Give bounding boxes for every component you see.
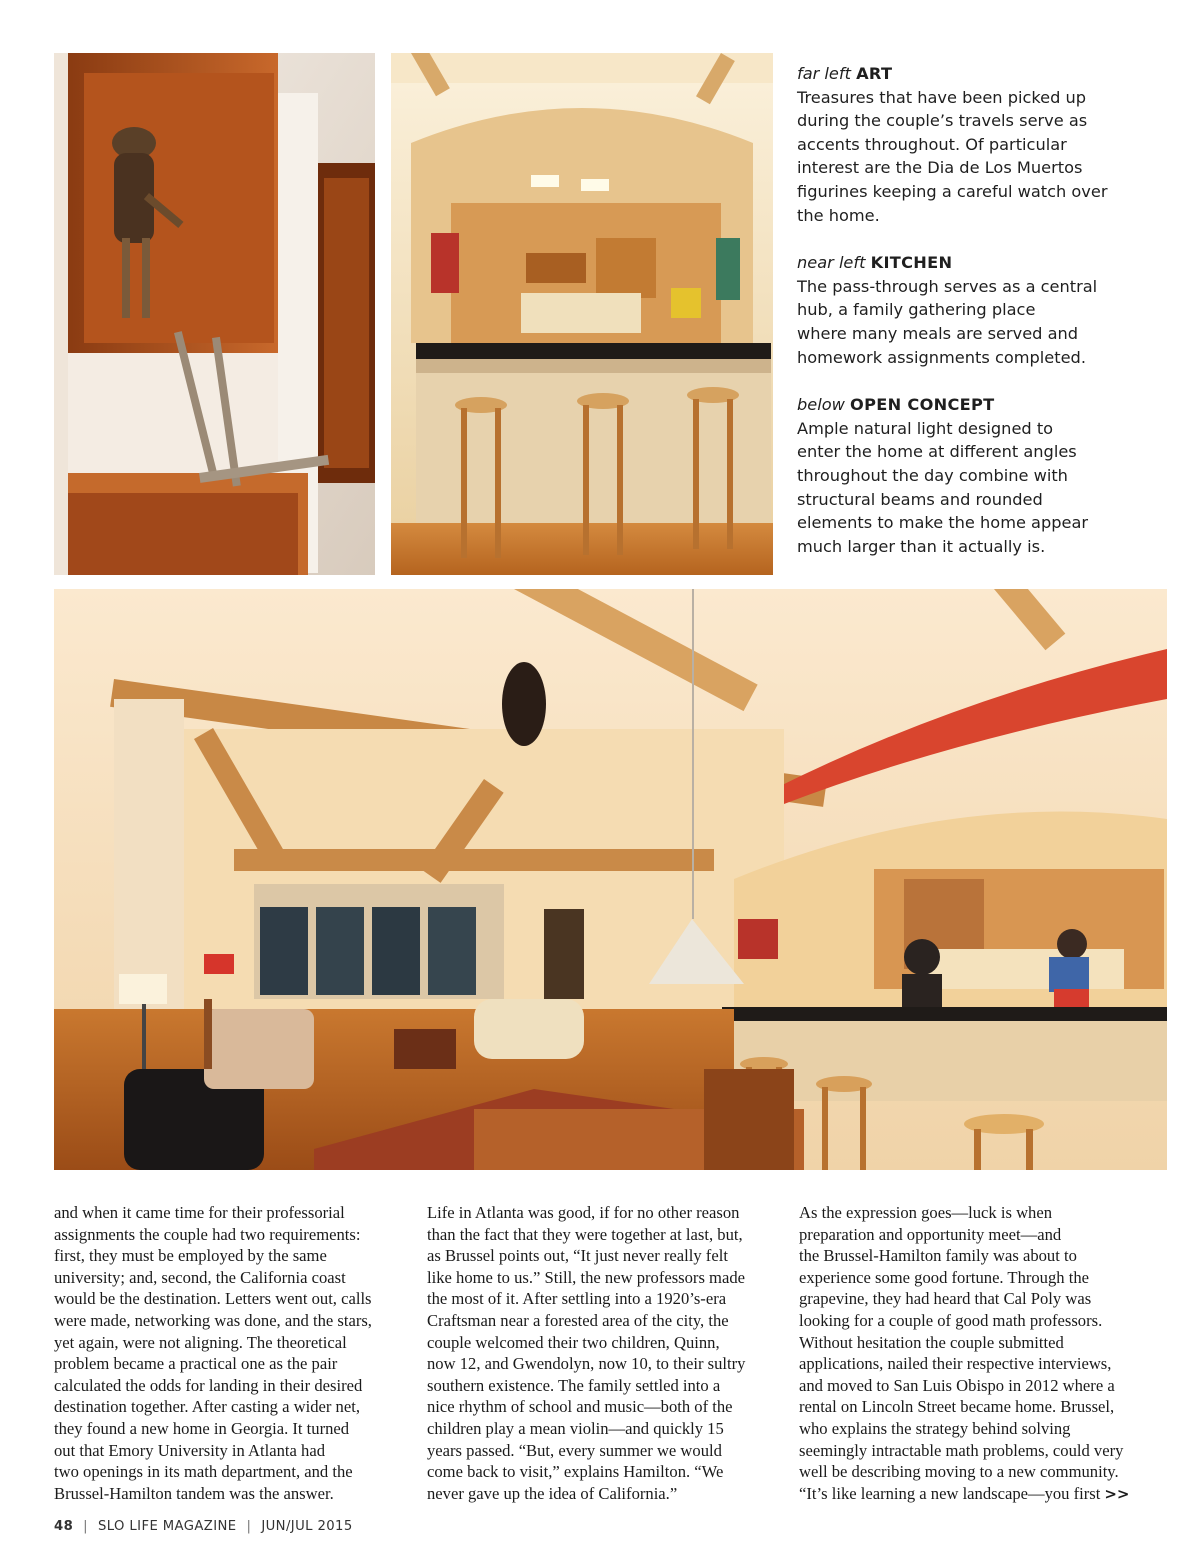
caption-line: where many meals are served and: [797, 323, 1079, 343]
article-column-3: [799, 1202, 1164, 1505]
text-line: calculated the odds for landing in their desired: [54, 1375, 363, 1395]
text-line: nice rhythm of school and music—both of the: [427, 1397, 733, 1417]
caption-line: elements to make the home appear: [797, 513, 1089, 533]
caption-position: far left: [797, 64, 851, 83]
text-line: come back to visit,” explains Hamilton. “We: [427, 1462, 724, 1482]
text-line: Brussel-Hamilton tandem was the answer.: [54, 1483, 334, 1503]
text-line: and when it came time for their professorial: [54, 1203, 345, 1222]
continue-marker: >>: [1104, 1484, 1130, 1503]
text-line: couple welcomed their two children, Quinn,: [427, 1332, 720, 1352]
page-footer: [54, 1519, 353, 1534]
caption-heading: [797, 251, 1157, 275]
text-line: like home to us.” Still, the new professors made: [427, 1267, 745, 1287]
caption-line: structural beams and rounded: [797, 489, 1043, 509]
page-number: 48: [54, 1519, 74, 1534]
caption-position: below: [797, 395, 845, 415]
text-line: and moved to San Luis Obispo in 2012 where a: [799, 1375, 1115, 1395]
photo-open-concept: [54, 589, 1167, 1170]
caption-line: hub, a family gathering place: [797, 300, 1036, 320]
issue-date: JUN/JUL 2015: [261, 1519, 353, 1534]
text-line: the most of it. After settling into a 1920’s-era: [427, 1289, 727, 1309]
text-line: problem became a practical one as the pair: [54, 1354, 338, 1374]
caption-heading: [797, 393, 1157, 417]
text-line: they found a new home in Georgia. It turned: [54, 1418, 350, 1438]
text-line: out that Emory University in Atlanta had: [54, 1440, 325, 1460]
text-line: than the fact that they were together at last, but,: [427, 1224, 743, 1244]
footer-separator: |: [83, 1519, 88, 1534]
caption-line: during the couple’s travels serve as: [797, 111, 1088, 131]
caption-line: throughout the day combine with: [797, 465, 1068, 485]
caption-line: Ample natural light designed to: [797, 418, 1054, 438]
text-line: would be the destination. Letters went out, calls: [54, 1289, 372, 1309]
caption-line: accents throughout. Of particular: [797, 134, 1067, 154]
caption-position: near left: [797, 253, 866, 273]
text-line: assignments the couple had two requirements:: [54, 1224, 361, 1244]
caption-line: the home.: [797, 205, 880, 225]
text-line: Without hesitation the couple submitted: [799, 1332, 1064, 1352]
photo-captions: [797, 62, 1157, 582]
text-line: applications, nailed their respective interviews,: [799, 1354, 1112, 1374]
caption-title: KITCHEN: [870, 253, 953, 273]
text-line: Craftsman near a forested area of the city, the: [427, 1310, 729, 1330]
text-line: looking for a couple of good math professors.: [799, 1310, 1103, 1330]
text-line: [799, 1483, 1164, 1506]
text-line: seemingly intractable math problems, could very: [799, 1440, 1124, 1460]
text-line: Life in Atlanta was good, if for no other reason: [427, 1203, 740, 1222]
text-line: yet again, were not aligning. The theoretical: [54, 1332, 347, 1352]
article-column-1: [54, 1202, 384, 1504]
photo-kitchen: [391, 53, 773, 575]
caption-kitchen: [797, 251, 1157, 369]
text-line: grapevine, they had heard that Cal Poly was: [799, 1289, 1092, 1309]
text-line: experience some good fortune. Through the: [799, 1267, 1089, 1287]
text-line: university; and, second, the California coast: [54, 1267, 346, 1287]
text-line: southern existence. The family settled into a: [427, 1375, 721, 1395]
text-line: preparation and opportunity meet—and: [799, 1224, 1062, 1244]
article-column-2: [427, 1202, 772, 1504]
text-line: now 12, and Gwendolyn, now 10, to their sultry: [427, 1354, 746, 1374]
caption-line: figurines keeping a careful watch over: [797, 181, 1108, 201]
text-line: rental on Lincoln Street became home. Brussel,: [799, 1397, 1115, 1417]
text-line: were made, networking was done, and the stars,: [54, 1310, 372, 1330]
caption-title: ART: [856, 64, 893, 83]
caption-line: Treasures that have been picked up: [797, 87, 1087, 107]
text-line: destination together. After casting a wider net,: [54, 1397, 360, 1417]
caption-art: [797, 62, 1157, 227]
text-line: two openings in its math department, and the: [54, 1462, 353, 1482]
caption-line: interest are the Dia de Los Muertos: [797, 158, 1083, 178]
caption-line: The pass-through serves as a central: [797, 276, 1098, 296]
caption-heading: [797, 62, 1157, 86]
text-line: as Brussel points out, “It just never really felt: [427, 1246, 728, 1266]
text-line: first, they must be employed by the same: [54, 1246, 327, 1266]
photo-art-figurine: [54, 53, 375, 575]
text-line: years passed. “But, every summer we would: [427, 1440, 722, 1460]
text-line-content: “It’s like learning a new landscape—you first: [799, 1483, 1101, 1503]
caption-line: much larger than it actually is.: [797, 536, 1046, 556]
magazine-name: SLO LIFE MAGAZINE: [98, 1519, 237, 1534]
caption-line: enter the home at different angles: [797, 442, 1077, 462]
caption-line: homework assignments completed.: [797, 347, 1086, 367]
caption-title: OPEN CONCEPT: [850, 395, 995, 415]
text-line: the Brussel-Hamilton family was about to: [799, 1246, 1077, 1266]
text-line: children play a mean violin—and quickly 15: [427, 1418, 724, 1438]
text-line: As the expression goes—luck is when: [799, 1203, 1053, 1222]
text-line: well be describing moving to a new community.: [799, 1462, 1119, 1482]
text-line: never gave up the idea of California.”: [427, 1483, 678, 1503]
caption-open-concept: [797, 393, 1157, 558]
text-line: who explains the strategy behind solving: [799, 1418, 1071, 1438]
footer-separator: |: [246, 1519, 252, 1534]
